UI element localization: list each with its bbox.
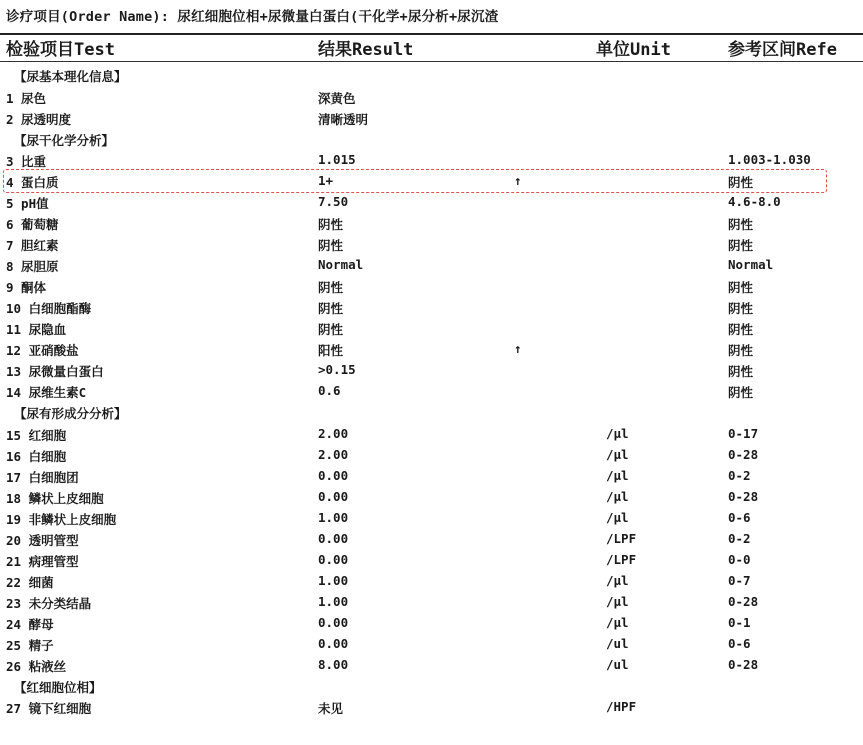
result-value: 未见 xyxy=(318,701,344,716)
unit-value: /μl xyxy=(606,467,629,483)
result-value: 1.00 xyxy=(318,593,349,609)
result-value: 0.00 xyxy=(318,551,349,567)
test-name: 23 未分类结晶 xyxy=(6,595,92,611)
table-row xyxy=(0,275,863,296)
test-name: 25 精子 xyxy=(6,637,54,653)
column-header-reference: 参考区间Refe xyxy=(728,40,837,60)
reference-range: 阴性 xyxy=(728,280,754,295)
test-name: 4 蛋白质 xyxy=(6,175,59,190)
reference-range: 0-28 xyxy=(728,593,759,609)
table-row xyxy=(0,696,863,717)
unit-value: /μl xyxy=(606,509,629,525)
reference-range: 阴性 xyxy=(728,364,754,379)
result-value: 阴性 xyxy=(318,322,344,337)
section-label: 【红细胞位相】 xyxy=(14,679,102,695)
result-value: 深黄色 xyxy=(318,90,356,106)
table-row xyxy=(0,296,863,317)
abnormal-flag: ↑ xyxy=(514,341,522,356)
unit-value: /LPF xyxy=(606,551,637,567)
order-name: 诊疗项目(Order Name): 尿红细胞位相+尿微量白蛋白(干化学+尿分析+尿沉渣 xyxy=(6,9,499,25)
table-row xyxy=(0,549,863,570)
test-name: 21 病理管型 xyxy=(6,553,79,569)
reference-range: 阴性 xyxy=(728,238,754,253)
test-name: 1 尿色 xyxy=(6,90,47,106)
result-value: 清晰透明 xyxy=(318,111,369,127)
result-value: 0.6 xyxy=(318,383,341,398)
result-value: Normal xyxy=(318,257,364,272)
table-row xyxy=(0,380,863,401)
table-row xyxy=(0,486,863,507)
table-row xyxy=(0,591,863,612)
test-name: 16 白细胞 xyxy=(6,448,67,464)
table-row xyxy=(0,465,863,486)
table-row xyxy=(0,86,863,107)
result-value: 0.00 xyxy=(318,614,349,630)
test-name: 27 镜下红细胞 xyxy=(6,701,92,716)
unit-value: /ul xyxy=(606,656,629,672)
result-table xyxy=(0,64,863,717)
result-value: 阳性 xyxy=(318,343,344,358)
table-row xyxy=(0,338,863,359)
test-name: 5 pH值 xyxy=(6,196,49,211)
test-name: 2 尿透明度 xyxy=(6,111,72,127)
reference-range: 阴性 xyxy=(728,385,754,400)
result-value: 阴性 xyxy=(318,301,344,316)
table-row xyxy=(0,107,863,128)
test-name: 8 尿胆原 xyxy=(6,259,59,274)
reference-range: 0-2 xyxy=(728,530,751,546)
section-header xyxy=(0,128,863,150)
test-name: 10 白细胞酯酶 xyxy=(6,301,92,316)
result-value: >0.15 xyxy=(318,362,356,377)
result-value: 2.00 xyxy=(318,425,349,441)
result-value: 0.00 xyxy=(318,467,349,483)
result-value: 2.00 xyxy=(318,446,349,462)
table-row xyxy=(0,654,863,675)
test-name: 19 非鳞状上皮细胞 xyxy=(6,511,117,527)
reference-range: 阴性 xyxy=(728,322,754,337)
test-name: 12 亚硝酸盐 xyxy=(6,343,79,358)
header-rule-bottom xyxy=(0,61,863,62)
reference-range: 0-17 xyxy=(728,425,759,441)
test-name: 24 酵母 xyxy=(6,616,54,632)
test-name: 17 白细胞团 xyxy=(6,469,79,485)
result-value: 阴性 xyxy=(318,238,344,253)
test-name: 9 酮体 xyxy=(6,280,47,295)
test-name: 18 鳞状上皮细胞 xyxy=(6,490,104,506)
section-label: 【尿有形成分分析】 xyxy=(14,406,127,421)
reference-range: 阴性 xyxy=(728,343,754,358)
table-row xyxy=(0,149,863,170)
result-value: 7.50 xyxy=(318,194,349,209)
unit-value: /ul xyxy=(606,635,629,651)
section-header xyxy=(0,401,863,423)
reference-range: 阴性 xyxy=(728,175,754,190)
result-value: 阴性 xyxy=(318,217,344,232)
unit-value: /HPF xyxy=(606,699,637,714)
reference-range: 4.6-8.0 xyxy=(728,194,781,209)
unit-value: /μl xyxy=(606,572,629,588)
reference-range: 0-7 xyxy=(728,572,751,588)
result-value: 0.00 xyxy=(318,488,349,504)
test-name: 11 尿隐血 xyxy=(6,322,67,337)
unit-value: /μl xyxy=(606,446,629,462)
reference-range: 0-1 xyxy=(728,614,751,630)
result-value: 8.00 xyxy=(318,656,349,672)
unit-value: /μl xyxy=(606,593,629,609)
result-value: 1.00 xyxy=(318,509,349,525)
reference-range: Normal xyxy=(728,257,774,272)
result-value: 阴性 xyxy=(318,280,344,295)
result-value: 1.00 xyxy=(318,572,349,588)
table-row xyxy=(0,359,863,380)
reference-range: 0-6 xyxy=(728,635,751,651)
column-header-unit: 单位Unit xyxy=(596,40,671,60)
reference-range: 阴性 xyxy=(728,217,754,232)
test-name: 13 尿微量白蛋白 xyxy=(6,364,104,379)
test-name: 7 胆红素 xyxy=(6,238,59,253)
test-name: 3 比重 xyxy=(6,154,47,169)
section-label: 【尿干化学分析】 xyxy=(14,132,115,148)
column-header-result: 结果Result xyxy=(318,40,414,60)
section-header xyxy=(0,675,863,697)
reference-range: 0-2 xyxy=(728,467,751,483)
test-name: 14 尿维生素C xyxy=(6,385,87,400)
reference-range: 1.003-1.030 xyxy=(728,152,811,167)
reference-range: 0-28 xyxy=(728,656,759,672)
test-name: 26 粘液丝 xyxy=(6,658,67,674)
unit-value: /μl xyxy=(606,425,629,441)
test-name: 15 红细胞 xyxy=(6,427,67,443)
table-row xyxy=(0,254,863,275)
table-row xyxy=(0,317,863,338)
table-row xyxy=(0,191,863,212)
reference-range: 0-28 xyxy=(728,446,759,462)
table-row xyxy=(0,170,863,191)
test-name: 20 透明管型 xyxy=(6,532,79,548)
result-value: 1.015 xyxy=(318,152,356,167)
reference-range: 0-28 xyxy=(728,488,759,504)
column-header-test: 检验项目Test xyxy=(6,40,115,60)
unit-value: /μl xyxy=(606,614,629,630)
table-row xyxy=(0,570,863,591)
abnormal-flag: ↑ xyxy=(514,173,522,188)
result-value: 1+ xyxy=(318,173,334,188)
reference-range: 0-6 xyxy=(728,509,751,525)
table-row xyxy=(0,423,863,444)
test-name: 6 葡萄糖 xyxy=(6,217,59,232)
test-name: 22 细菌 xyxy=(6,574,54,590)
result-value: 0.00 xyxy=(318,530,349,546)
table-row xyxy=(0,444,863,465)
result-value: 0.00 xyxy=(318,635,349,651)
table-row xyxy=(0,212,863,233)
table-row xyxy=(0,507,863,528)
reference-range: 阴性 xyxy=(728,301,754,316)
unit-value: /μl xyxy=(606,488,629,504)
table-row xyxy=(0,612,863,633)
table-row xyxy=(0,633,863,654)
table-row xyxy=(0,528,863,549)
reference-range: 0-0 xyxy=(728,551,751,567)
section-header xyxy=(0,64,863,86)
section-label: 【尿基本理化信息】 xyxy=(14,69,127,84)
unit-value: /LPF xyxy=(606,530,637,546)
table-row xyxy=(0,233,863,254)
